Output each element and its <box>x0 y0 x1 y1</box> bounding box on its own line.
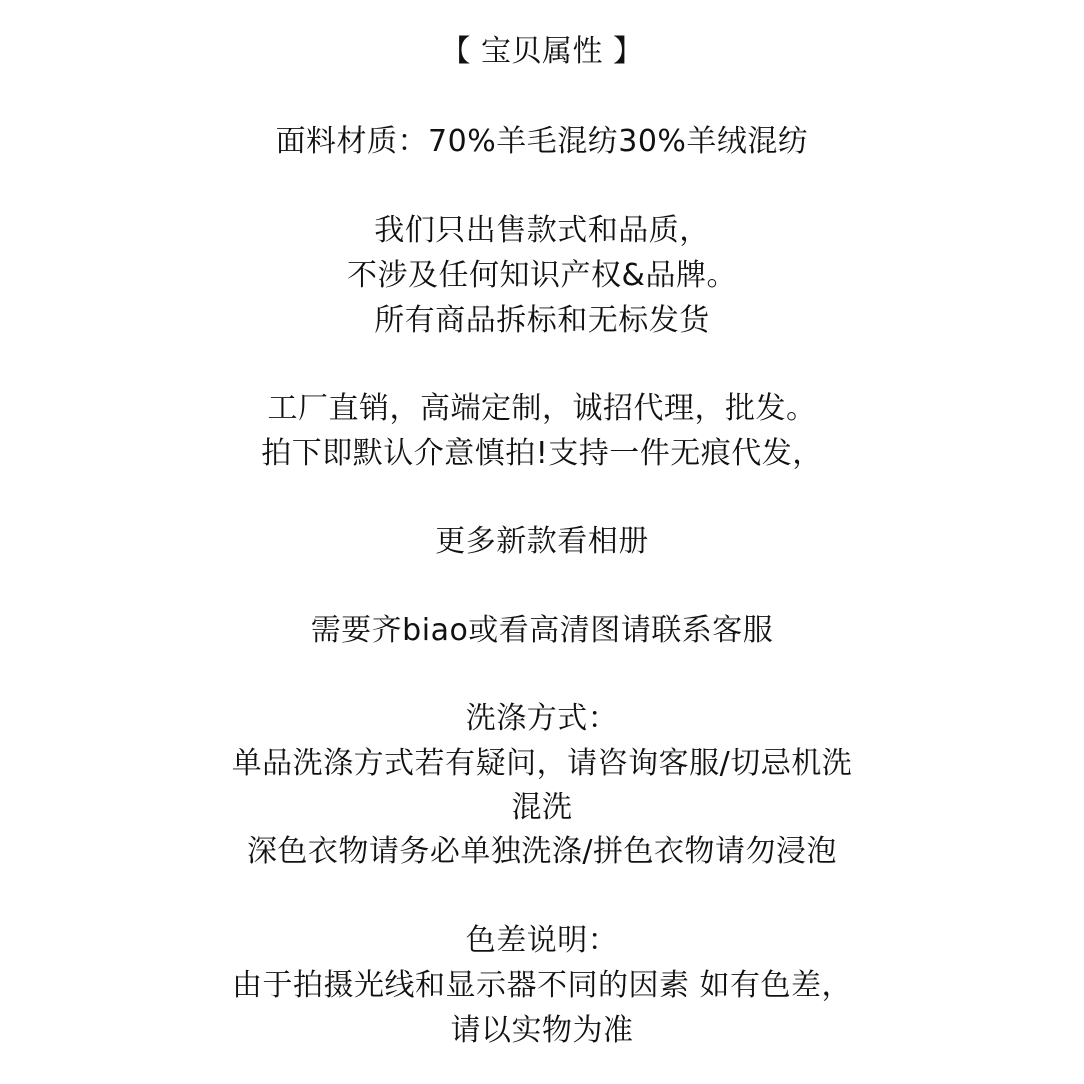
factory-line-2: 拍下即默认介意慎拍!支持一件无痕代发， <box>261 436 823 471</box>
material-text: 面料材质：70%羊毛混纺30%羊绒混纺 <box>275 124 809 159</box>
section-title: 【 宝贝属性 】 <box>440 34 644 69</box>
notice-line-1: 我们只出售款式和品质， <box>374 213 710 248</box>
washing-line-2: 混洗 <box>511 790 573 825</box>
factory-line-1: 工厂直销，高端定制，诚招代理，批发。 <box>267 391 817 426</box>
notice-line-3: 所有商品拆标和无标发货 <box>374 303 710 338</box>
color-diff-line-2: 请以实物为准 <box>450 1013 634 1048</box>
contact-text: 需要齐biao或看高清图请联系客服 <box>310 613 774 648</box>
washing-heading: 洗涤方式： <box>465 701 619 736</box>
color-diff-heading: 色差说明： <box>465 923 619 958</box>
album-text: 更多新款看相册 <box>435 524 649 559</box>
notice-line-2: 不涉及任何知识产权&品牌。 <box>347 258 737 293</box>
color-diff-line-1: 由于拍摄光线和显示器不同的因素 如有色差， <box>231 968 853 1003</box>
washing-line-3: 深色衣物请务必单独洗涤/拼色衣物请勿浸泡 <box>246 834 838 869</box>
washing-line-1: 单品洗涤方式若有疑问，请咨询客服/切忌机洗 <box>231 746 853 781</box>
